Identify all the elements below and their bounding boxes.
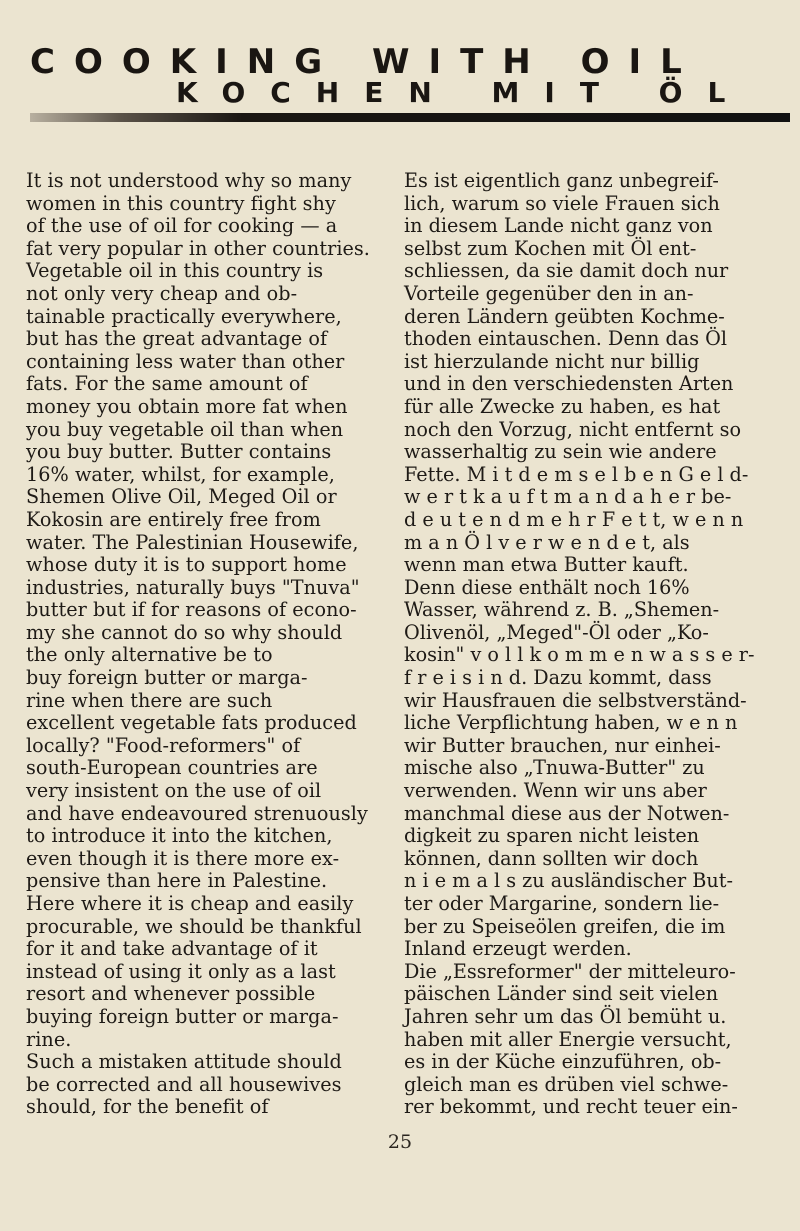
- title-divider-rule: [30, 113, 790, 122]
- page-number: 25: [387, 1131, 413, 1153]
- article-column-english: It is not understood why so many women in this country fight shy of the use of oil for cooking — a fat very popular in other countries. Vegetable oil in this country is not only very cheap and ob- tainable practically everywhere, but has the great advantage of containing less water than other fats. For the same amount of money you obtain more fat when you buy vegetable oil than when you buy butter. Butter contains 16% water, whilst, for example, Shemen Olive Oil, Meged Oil or Kokosin are entirely free from water. The Palestinian Housewife, whose duty it is to support home industries, naturally buys "Tnuva" butter but if for reasons of econo- my she cannot do so why should the only alternative be to buy foreign butter or marga- rine when there are such excellent vegetable fats produced locally? "Food-reformers" of south-European countries are very insistent on the use of oil and have endeavoured strenuously to introduce it into the kitchen, even though it is there more ex- pensive than here in Palestine. Here where it is cheap and easily procurable, we should be thankful for it and take advantage of it instead of using it only as a last resort and whenever possible buying foreign butter or marga- rine. Such a mistaken attitude should be corrected and all housewives should, for the benefit of: [26, 169, 370, 1119]
- article-column-german: Es ist eigentlich ganz unbegreif- lich, warum so viele Frauen sich in diesem Lande nicht ganz von selbst zum Kochen mit Öl ent- schliessen, da sie damit doch nur Vorteile gegenüber den in an- deren Ländern geübten Kochme- thoden eintauschen. Denn das Öl ist hierzulande nicht nur billig und in den verschiedensten Arten für alle Zwecke zu haben, es hat noch den Vorzug, nicht entfernt so wasserhaltig zu sein wie andere Fette. M i t d e m s e l b e n G e l d- w e r t k a u f t m a n d a h e r be- d e u t e n d m e h r F e t t, w e n n m a n Ö l v e r w e n d e t, als wenn man etwa Butter kauft. Denn diese enthält noch 16% Wasser, während z. B. „Shemen- Olivenöl, „Meged"-Öl oder „Ko- kosin" v o l l k o m m e n w a s s e r- f r e i s i n d. Dazu kommt, dass wir Hausfrauen die selbstverständ- liche Verpflichtung haben, w e n n wir Butter brauchen, nur einhei- mische also „Tnuwa-Butter" zu verwenden. Wenn wir uns aber manchmal diese aus der Notwen- digkeit zu sparen nicht leisten können, dann sollten wir doch n i e m a l s zu ausländischer But- ter oder Margarine, sondern lie- ber zu Speiseölen greifen, die im Inland erzeugt werden. Die „Essreformer" der mitteleuro- päischen Länder sind seit vielen Jahren sehr um das Öl bemüht u. haben mit aller Energie versucht, es in der Küche einzuführen, ob- gleich man es drüben viel schwe- rer bekommt, und recht teuer ein-: [404, 169, 755, 1119]
- page-title-english: COOKING WITH OIL: [30, 42, 701, 82]
- page-title-german: KOCHEN MIT ÖL: [176, 76, 751, 109]
